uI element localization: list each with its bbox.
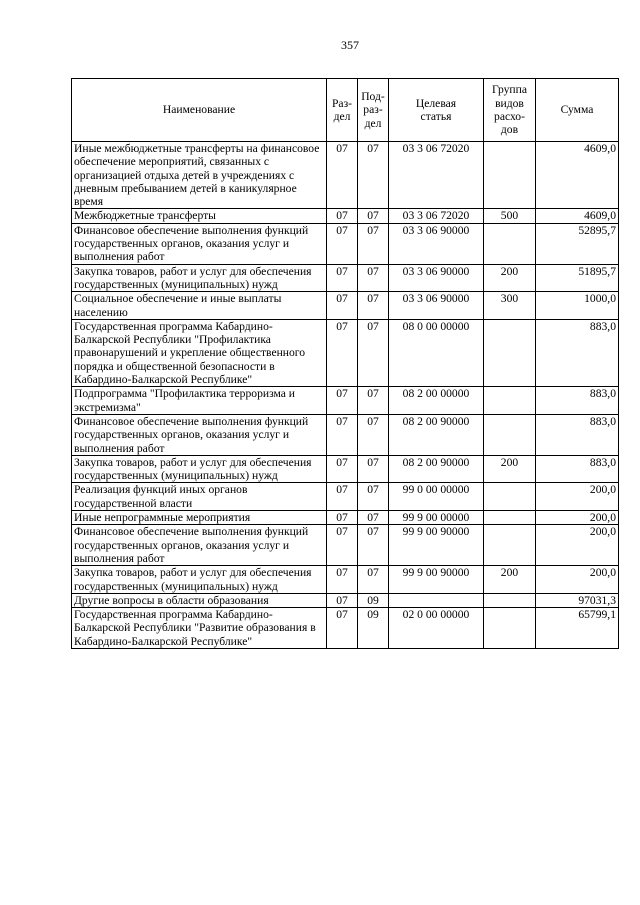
cell-name: Подпрограмма "Профилактика терроризма и экстремизма" bbox=[72, 387, 327, 415]
cell-razdel: 07 bbox=[327, 608, 358, 649]
cell-sum: 1000,0 bbox=[536, 292, 619, 320]
cell-podrazdel: 07 bbox=[358, 292, 389, 320]
cell-sum: 200,0 bbox=[536, 525, 619, 566]
cell-razdel: 07 bbox=[327, 264, 358, 292]
cell-podrazdel: 09 bbox=[358, 608, 389, 649]
cell-razdel: 07 bbox=[327, 455, 358, 483]
cell-article: 08 0 00 00000 bbox=[389, 319, 484, 386]
cell-podrazdel: 07 bbox=[358, 319, 389, 386]
table-row bbox=[72, 209, 619, 223]
table-row bbox=[72, 511, 619, 525]
cell-name: Иные межбюджетные трансферты на финансовое обеспечение мероприятий, связанных с организацией отдыха детей в учреждениях с дневным пребыванием детей в каникулярное время bbox=[72, 142, 327, 209]
cell-razdel: 07 bbox=[327, 511, 358, 525]
cell-group: 200 bbox=[484, 566, 536, 594]
cell-group bbox=[484, 319, 536, 386]
column-header-name: Наименование bbox=[72, 79, 327, 142]
cell-sum: 883,0 bbox=[536, 414, 619, 455]
cell-article: 03 3 06 90000 bbox=[389, 264, 484, 292]
cell-razdel: 07 bbox=[327, 414, 358, 455]
cell-name: Иные непрограммные мероприятия bbox=[72, 511, 327, 525]
cell-razdel: 07 bbox=[327, 319, 358, 386]
cell-name: Закупка товаров, работ и услуг для обеспечения государственных (муниципальных) нужд bbox=[72, 264, 327, 292]
cell-razdel: 07 bbox=[327, 209, 358, 223]
table-row bbox=[72, 142, 619, 209]
table-row bbox=[72, 593, 619, 607]
cell-razdel: 07 bbox=[327, 387, 358, 415]
table-row bbox=[72, 525, 619, 566]
table-row bbox=[72, 264, 619, 292]
cell-razdel: 07 bbox=[327, 566, 358, 594]
cell-name: Финансовое обеспечение выполнения функций государственных органов, оказания услуг и выполнения работ bbox=[72, 525, 327, 566]
page-number: 357 bbox=[341, 38, 359, 52]
cell-group bbox=[484, 608, 536, 649]
cell-article: 99 0 00 00000 bbox=[389, 483, 484, 511]
cell-podrazdel: 07 bbox=[358, 264, 389, 292]
cell-name: Социальное обеспечение и иные выплаты населению bbox=[72, 292, 327, 320]
cell-podrazdel: 07 bbox=[358, 223, 389, 264]
cell-sum: 65799,1 bbox=[536, 608, 619, 649]
table-header-row bbox=[72, 79, 619, 142]
cell-name: Финансовое обеспечение выполнения функций государственных органов, оказания услуг и выполнения работ bbox=[72, 414, 327, 455]
cell-sum: 200,0 bbox=[536, 566, 619, 594]
cell-name: Государственная программа Кабардино-Балкарской Республики "Развитие образования в Кабардино-Балкарской Республике" bbox=[72, 608, 327, 649]
cell-razdel: 07 bbox=[327, 593, 358, 607]
table-row bbox=[72, 566, 619, 594]
table-body bbox=[72, 142, 619, 649]
cell-article: 03 3 06 72020 bbox=[389, 209, 484, 223]
cell-sum: 883,0 bbox=[536, 455, 619, 483]
cell-group bbox=[484, 525, 536, 566]
cell-sum: 200,0 bbox=[536, 511, 619, 525]
table-row bbox=[72, 414, 619, 455]
cell-article: 08 2 00 90000 bbox=[389, 455, 484, 483]
cell-razdel: 07 bbox=[327, 525, 358, 566]
cell-group: 200 bbox=[484, 455, 536, 483]
cell-group bbox=[484, 387, 536, 415]
table-row bbox=[72, 455, 619, 483]
cell-article: 03 3 06 90000 bbox=[389, 223, 484, 264]
cell-name: Финансовое обеспечение выполнения функций государственных органов, оказания услуг и выполнения работ bbox=[72, 223, 327, 264]
cell-razdel: 07 bbox=[327, 292, 358, 320]
cell-sum: 51895,7 bbox=[536, 264, 619, 292]
cell-sum: 200,0 bbox=[536, 483, 619, 511]
cell-name: Другие вопросы в области образования bbox=[72, 593, 327, 607]
cell-group: 300 bbox=[484, 292, 536, 320]
cell-article: 99 9 00 90000 bbox=[389, 566, 484, 594]
budget-table bbox=[71, 78, 619, 649]
table-row bbox=[72, 292, 619, 320]
cell-razdel: 07 bbox=[327, 223, 358, 264]
cell-podrazdel: 07 bbox=[358, 209, 389, 223]
column-header-group: Группа видов расхо- дов bbox=[484, 79, 536, 142]
column-header-podrazdel: Под- раз- дел bbox=[358, 79, 389, 142]
cell-article: 03 3 06 90000 bbox=[389, 292, 484, 320]
cell-sum: 883,0 bbox=[536, 319, 619, 386]
cell-name: Реализация функций иных органов государственной власти bbox=[72, 483, 327, 511]
column-header-article: Целевая статья bbox=[389, 79, 484, 142]
cell-name: Государственная программа Кабардино-Балкарской Республики "Профилактика правонарушений и укрепление общественного порядка и общественной безопасности в Кабардино-Балкарской Республике" bbox=[72, 319, 327, 386]
cell-article: 99 9 00 90000 bbox=[389, 525, 484, 566]
cell-sum: 4609,0 bbox=[536, 209, 619, 223]
cell-article: 08 2 00 90000 bbox=[389, 414, 484, 455]
cell-group bbox=[484, 223, 536, 264]
cell-group: 200 bbox=[484, 264, 536, 292]
cell-podrazdel: 07 bbox=[358, 414, 389, 455]
cell-article: 99 9 00 00000 bbox=[389, 511, 484, 525]
cell-name: Межбюджетные трансферты bbox=[72, 209, 327, 223]
cell-podrazdel: 07 bbox=[358, 142, 389, 209]
cell-article: 08 2 00 00000 bbox=[389, 387, 484, 415]
cell-podrazdel: 07 bbox=[358, 483, 389, 511]
cell-group bbox=[484, 511, 536, 525]
table-row bbox=[72, 608, 619, 649]
cell-sum: 883,0 bbox=[536, 387, 619, 415]
cell-sum: 52895,7 bbox=[536, 223, 619, 264]
cell-group bbox=[484, 414, 536, 455]
cell-name: Закупка товаров, работ и услуг для обеспечения государственных (муниципальных) нужд bbox=[72, 566, 327, 594]
table-row bbox=[72, 223, 619, 264]
cell-article: 03 3 06 72020 bbox=[389, 142, 484, 209]
column-header-sum: Сумма bbox=[536, 79, 619, 142]
cell-article bbox=[389, 593, 484, 607]
cell-group bbox=[484, 593, 536, 607]
cell-name: Закупка товаров, работ и услуг для обеспечения государственных (муниципальных) нужд bbox=[72, 455, 327, 483]
cell-podrazdel: 07 bbox=[358, 566, 389, 594]
cell-podrazdel: 09 bbox=[358, 593, 389, 607]
table-row bbox=[72, 319, 619, 386]
cell-podrazdel: 07 bbox=[358, 525, 389, 566]
cell-podrazdel: 07 bbox=[358, 387, 389, 415]
cell-sum: 4609,0 bbox=[536, 142, 619, 209]
table-row bbox=[72, 483, 619, 511]
cell-sum: 97031,3 bbox=[536, 593, 619, 607]
cell-article: 02 0 00 00000 bbox=[389, 608, 484, 649]
cell-podrazdel: 07 bbox=[358, 455, 389, 483]
cell-podrazdel: 07 bbox=[358, 511, 389, 525]
cell-group: 500 bbox=[484, 209, 536, 223]
cell-group bbox=[484, 483, 536, 511]
table-row bbox=[72, 387, 619, 415]
cell-razdel: 07 bbox=[327, 483, 358, 511]
column-header-razdel: Раз- дел bbox=[327, 79, 358, 142]
cell-razdel: 07 bbox=[327, 142, 358, 209]
cell-group bbox=[484, 142, 536, 209]
